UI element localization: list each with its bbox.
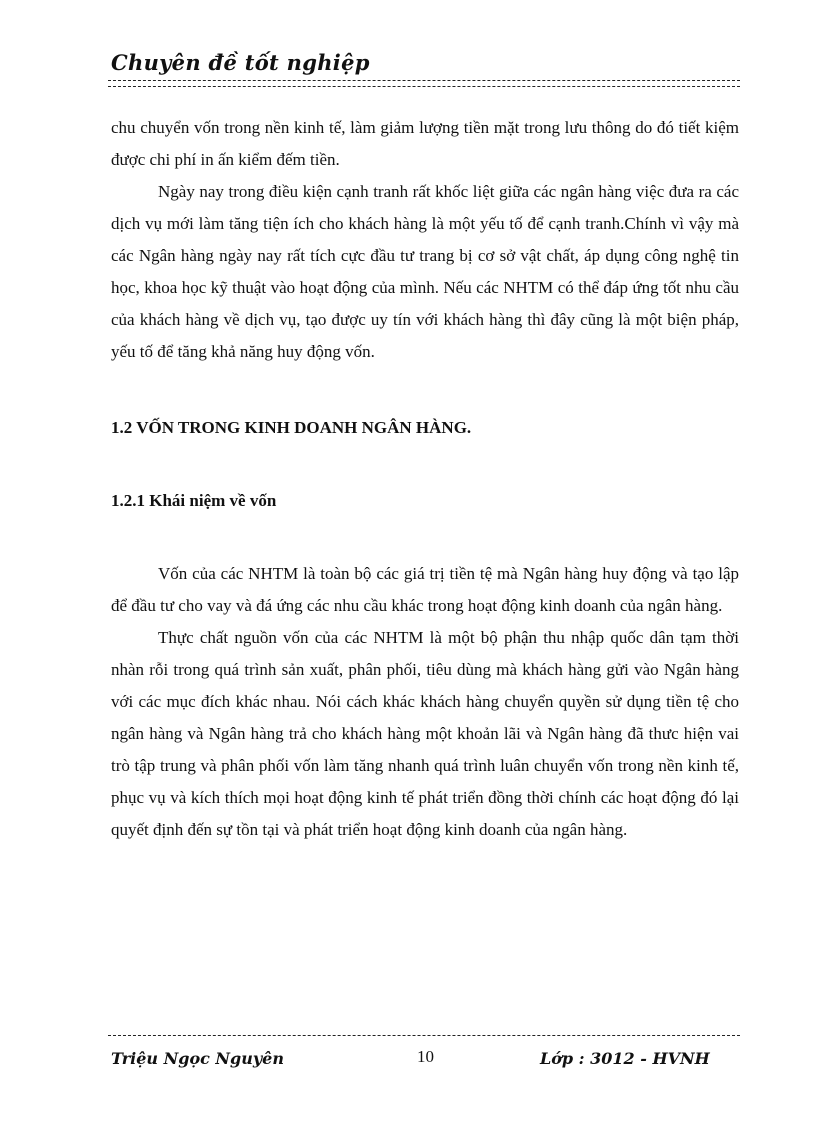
page-number: 10 — [417, 1047, 434, 1066]
page-header-title: Chuyên đề tốt nghiệp — [111, 50, 370, 75]
paragraph: Thực chất nguồn vốn của các NHTM là một bộ phận thu nhập quốc dân tạm thời nhàn rỗi trong quá trình sản xuất, phân phối, tiêu dùng mà khách hàng gửi vào Ngân hàng với các mục đích khác nhau. Nói cách khác khách hàng chuyển quyền sử dụng tiền tệ cho ngân hàng và Ngân hàng trả cho khách hàng một khoản lãi và Ngân hàng đã thưc hiện vai trò tập trung và phân phối vốn làm tăng nhanh quá trình luân chuyển vốn trong nền kinh tế, phục vụ và kích thích mọi hoạt động kinh tế phát triển đồng thời chính các hoạt động đó lại quyết định đến sự tồn tại và phát triển hoạt động kinh doanh của ngân hàng. — [111, 628, 739, 839]
section-heading: 1.2 VỐN TRONG KINH DOANH NGÂN HÀNG. — [111, 418, 472, 437]
paragraph: Ngày nay trong điều kiện cạnh tranh rất khốc liệt giữa các ngân hàng việc đưa ra các dịch vụ mới làm tăng tiện ích cho khách hàng là một yếu tố để cạnh tranh.Chính vì vậy mà các Ngân hàng ngày nay rất tích cực đầu tư trang bị cơ sở vật chất, áp dụng công nghệ tin học, khoa học kỹ thuật vào hoạt động của mình. Nếu các NHTM có thể đáp ứng tốt nhu cầu của khách hàng về dịch vụ, tạo được uy tín với khách hàng thì đây cũng là một biện pháp, yếu tố để tăng khả năng huy động vốn. — [111, 182, 739, 361]
footer-divider — [108, 1035, 740, 1036]
document-body — [111, 112, 739, 846]
subsection-heading: 1.2.1 Khái niệm về vốn — [111, 491, 277, 510]
footer-author: Triệu Ngọc Nguyên — [111, 1049, 284, 1068]
header-divider — [108, 80, 740, 81]
footer-class-label: Lớp : 3012 - HVNH — [540, 1049, 710, 1068]
paragraph: chu chuyển vốn trong nền kinh tế, làm giảm lượng tiền mặt trong lưu thông do đó tiết kiệm được chi phí in ấn kiểm đếm tiền. — [111, 118, 739, 169]
header-divider-secondary — [108, 86, 740, 87]
paragraph: Vốn của các NHTM là toàn bộ các giá trị tiền tệ mà Ngân hàng huy động và tạo lập để đầu tư cho vay và đá ứng các nhu cầu khác trong hoạt động kinh doanh của ngân hàng. — [111, 564, 739, 615]
